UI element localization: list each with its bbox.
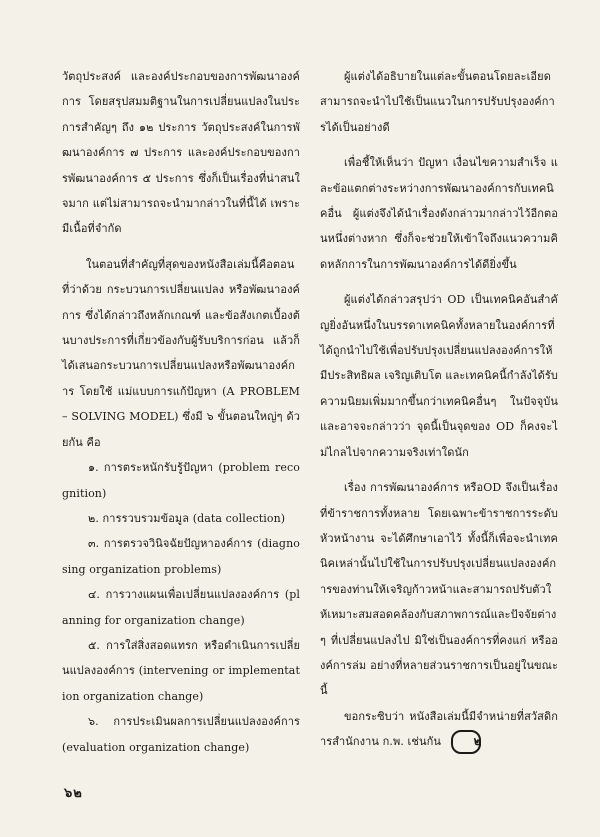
right-paragraph-1: ผู้แต่งได้อธิบายในแต่ละขั้นตอนโดยละเอียด สามารถจะนำไปใช้เป็นแนวในการปรับปรุงองค์การได้เป็นอย่างดี xyxy=(320,70,555,134)
paragraph-gap xyxy=(62,242,300,252)
closing-note: ขอกระซิบว่า หนังสือเล่มนี้มีจำหน่ายที่สวัสดิการสำนักงาน ก.พ. เช่นกัน xyxy=(320,709,558,749)
publisher-logo: ๒ xyxy=(451,730,481,754)
process-step-2: ๒. การรวบรวมข้อมูล (data collection) xyxy=(88,511,286,525)
paragraph-gap xyxy=(320,140,558,150)
process-step-6: ๖. การประเมินผลการเปลี่ยนแปลงองค์การ (evaluation organization change) xyxy=(62,715,300,754)
page-number: ๖๒ xyxy=(64,786,83,801)
right-paragraph-4: เรื่อง การพัฒนาองค์การ หรือOD จึงเป็นเรื่องที่ข้าราชการทั้งหลาย โดยเฉพาะข้าราชการระดับหัวหน้างาน จะได้ศึกษาเอาไว้ ทั้งนี้ก็เพื่อจะนำเทคนิคเหล่านั้นไปใช้ในการปรับปรุงเปลี่ยนแปลงองค์การของท่านให้เจริญก้าวหน้าและสามารถปรับตัวให้เหมาะสมสอดคล้องกับสภาพการณ์และปัจจัยต่างๆ ที่เปลี่ยนแปลงไป มิใช่เป็นองค์การที่คงแก่ หรือองค์การล่ม อย่างที่หลายส่วนราชการเป็นอยู่ในขณะนี้ xyxy=(320,481,558,698)
right-paragraph-3: ผู้แต่งได้กล่าวสรุปว่า OD เป็นเทคนิคอันสำคัญยิ่งอันหนึ่งในบรรดาเทคนิคทั้งหลายในองค์การที่ได้ถูกนำไปใช้เพื่อปรับปรุงเปลี่ยนแปลงองค์การให้มีประสิทธิผล เจริญเติบโต และเทคนิคนี้กำลังได้รับความนิยมเพิ่มมากขึ้นกว่าเทคนิคอื่นๆ ในปัจจุบัน และอาจจะกล่าวว่า จุดนี้เป็นจุดของ OD ก็คงจะไม่ไกลไปจากความจริงเท่าใดนัก xyxy=(320,293,558,459)
left-paragraph-2: ในตอนที่สำคัญที่สุดของหนังสือเล่มนี้คือตอน ที่ว่าด้วย กระบวนการเปลี่ยนแปลง หรือพัฒนาองค์การ ซึ่งได้กล่าวถึงหลักเกณฑ์ และข้อสังเกตเบื้องต้นบางประการที่เกี่ยวข้องกับผู้รับบริการก่อน แล้วก็ได้เสนอกระบวนการเปลี่ยนแปลงหรือพัฒนาองค์การ โดยใช้ แม่แบบการแก้ปัญหา (A PROBLEM – SOLVING MODEL) ซึ่งมี ๖ ขั้นตอนใหญ่ๆ ด้วยกัน คือ xyxy=(62,257,300,449)
paragraph-gap xyxy=(320,465,558,475)
process-step-4: ๔. การวางแผนเพื่อเปลี่ยนแปลงองค์การ (planning for organization change) xyxy=(62,588,300,627)
left-column xyxy=(62,64,300,760)
right-paragraph-5 xyxy=(320,704,558,755)
process-step-3: ๓. การตรวจวินิจฉัยปัญหาองค์การ (diagnosing organization problems) xyxy=(62,537,300,576)
process-step-5: ๕. การใส่สิ่งสอดแทรก หรือดำเนินการเปลี่ยนแปลงองค์การ (intervening or implementation organization change) xyxy=(62,638,300,703)
right-column xyxy=(320,64,558,755)
process-step-1: ๑. การตระหนักรับรู้ปัญหา (problem recognition) xyxy=(62,461,300,500)
paragraph-gap xyxy=(320,277,558,287)
left-paragraph-1: วัตถุประสงค์ และองค์ประกอบของการพัฒนาองค์การ โดยสรุปสมมติฐานในการเปลี่ยนแปลงในประการสำคัญๆ ถึง ๑๒ ประการ วัตถุประสงค์ในการพัฒนาองค์การ ๗ ประการ และองค์ประกอบของการพัฒนาองค์การ ๕ ประการ ซึ่งก็เป็นเรื่องที่น่าสนใจมาก แต่ไม่สามารถจะนำมากล่าวในที่นี้ได้ เพราะมีเนื้อที่จำกัด xyxy=(62,70,300,236)
right-paragraph-2: เพื่อชี้ให้เห็นว่า ปัญหา เงื่อนไขความสำเร็จ และข้อแตกต่างระหว่างการพัฒนาองค์การกับเทคนิคอื่น ผู้แต่งจึงได้นำเรื่องดังกล่าวมากล่าวไว้อีกตอนหนึ่งต่างหาก ซึ่งก็จะช่วยให้เข้าใจถึงแนวความคิดหลักการในการพัฒนาองค์การได้ดียิ่งขึ้น xyxy=(320,156,558,271)
